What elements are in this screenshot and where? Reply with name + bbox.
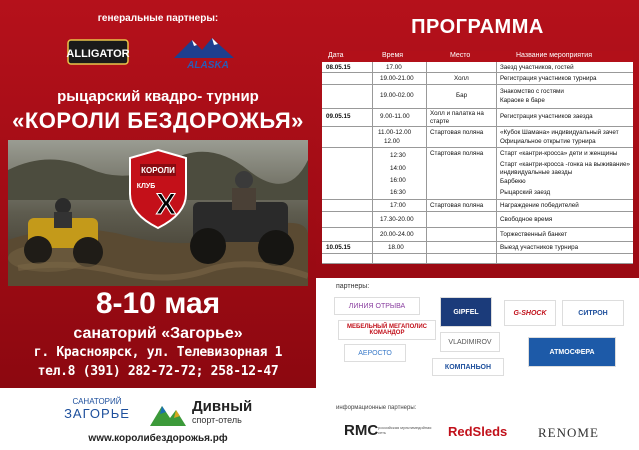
row7-time: 14:00 xyxy=(390,165,406,172)
info-partners-title: информационные партнеры: xyxy=(336,405,417,411)
row8-time: 16:00 xyxy=(390,177,406,184)
partner-komandor-logo: МЕБЕЛЬНЫЙ МЕГАПОЛИС КОМАНДОР xyxy=(338,320,436,340)
table-vline xyxy=(372,62,373,264)
sponsor-divny-name: Дивный xyxy=(192,398,253,415)
alligator-logo xyxy=(66,34,130,70)
row2-place: Холл xyxy=(454,75,469,82)
row4-time: 9.00-11.00 xyxy=(380,113,410,120)
rmc-logo-sub: российская мультимедийная сеть xyxy=(378,425,432,435)
poster-left xyxy=(0,0,316,450)
row10-time: 17:00 xyxy=(390,202,406,209)
row1-time: 17.00 xyxy=(386,64,402,71)
row2-event: Регистрация участников турнира xyxy=(500,75,597,82)
row7-event: Старт «кантри-кросса -гонка на выживание» xyxy=(500,161,631,168)
row4-place: Холл и палатка на xyxy=(430,110,484,117)
club-emblem-top-text: КОРОЛИ xyxy=(141,166,175,175)
table-hline xyxy=(322,72,633,73)
row7-event2: индивидуальные заезды xyxy=(500,169,573,176)
sponsor-zagorye-top: САНАТОРИЙ xyxy=(72,397,122,406)
partners-title: партнеры: xyxy=(336,283,370,290)
row2-time: 19.00-21.00 xyxy=(380,75,414,82)
table-hline xyxy=(322,253,633,254)
row1-date: 08.05.15 xyxy=(326,64,351,71)
row11-event: Свободное время xyxy=(500,216,553,223)
sponsor-divny-sub: спорт-отель xyxy=(192,415,242,425)
row8-event: Барбекю xyxy=(500,178,526,185)
divny-mountains-icon xyxy=(148,396,188,428)
row6-time: 12:30 xyxy=(390,152,406,159)
col-date: Дата xyxy=(328,52,344,59)
row6-place: Стартовая поляна xyxy=(430,150,484,157)
row4-place2: старте xyxy=(430,118,450,125)
row3-event2: Караоке в баре xyxy=(500,97,545,104)
partner-kompanion-logo: КОМПАНЬОН xyxy=(432,358,504,376)
info-partner-redsleds: RedSleds xyxy=(448,424,508,439)
row3-event: Знакомство с гостями xyxy=(500,88,564,95)
row4-date: 09.05.15 xyxy=(326,113,351,120)
table-hline xyxy=(322,199,633,200)
col-place: Место xyxy=(450,52,471,59)
alligator-logo-text: ALLIGATOR xyxy=(66,48,130,60)
alaska-logo-text: ALASKA xyxy=(187,60,229,71)
program-title: ПРОГРАММА xyxy=(411,16,544,38)
table-vline xyxy=(496,62,497,264)
row12-time: 20.00-24.00 xyxy=(380,231,414,238)
partner-liniya-logo: ЛИНИЯ ОТРЫВА xyxy=(334,297,420,315)
row3-place: Бар xyxy=(456,92,468,99)
row13-date: 10.05.15 xyxy=(326,244,351,251)
website-link[interactable]: www.королибездорожья.рф xyxy=(88,433,228,444)
col-time: Время xyxy=(382,52,404,59)
program-table xyxy=(322,51,633,264)
row10-event: Награждение победителей xyxy=(500,202,579,209)
program-table-header xyxy=(322,51,633,62)
row5-event: «Кубок Шамана» индивидуальный зачет xyxy=(500,129,619,136)
partner-aerosto-logo: АЕРОСТО xyxy=(344,344,406,362)
row12-event: Торжественный банкет xyxy=(500,231,568,238)
table-hline xyxy=(322,241,633,242)
tournament-title: «КОРОЛИ БЕЗДОРОЖЬЯ» xyxy=(12,108,304,133)
table-hline xyxy=(322,108,633,109)
row5-time2: 12.00 xyxy=(384,138,400,145)
general-partners-title: генеральные партнеры: xyxy=(97,13,219,24)
table-hline xyxy=(322,227,633,228)
row9-time: 16:30 xyxy=(390,189,406,196)
row1-event: Заезд участников, гостей xyxy=(500,64,574,71)
partner-atmosfera-logo: АТМОСФЕРА xyxy=(528,337,616,367)
row13-time: 18.00 xyxy=(388,244,404,251)
partner-gipfel-logo: GIPFEL xyxy=(440,297,492,327)
row5-place: Стартовая поляна xyxy=(430,129,484,136)
club-emblem-club-text: КЛУБ xyxy=(136,183,156,190)
partner-gshock-logo: G-SHOCK xyxy=(504,300,556,326)
sponsor-zagorye-logo xyxy=(55,395,139,427)
col-event: Название мероприятия xyxy=(516,52,593,59)
partner-sitron-logo: СИТРОН xyxy=(562,300,624,326)
sponsor-divny-logo xyxy=(148,396,278,428)
partner-vladimirov-logo: VLADIMIROV xyxy=(440,332,500,352)
table-hline xyxy=(322,126,633,127)
rmc-logo-text: RMC xyxy=(344,422,379,439)
table-hline xyxy=(322,147,633,148)
table-hline xyxy=(322,263,633,264)
info-partner-renome: RENOME xyxy=(538,425,599,440)
table-vline xyxy=(426,62,427,264)
row11-time: 17.30-20.00 xyxy=(380,216,414,223)
atv-photo xyxy=(8,140,308,286)
poster-right xyxy=(316,0,639,450)
row4-event: Регистрация участников заезда xyxy=(500,113,593,120)
tournament-subtitle: рыцарский квадро- турнир xyxy=(57,88,259,105)
atv-photo-illustration xyxy=(8,140,308,286)
table-hline xyxy=(322,211,633,212)
row3-time: 19.00-02.00 xyxy=(380,92,414,99)
row9-event: Рыцарский заезд xyxy=(500,189,551,196)
row5-event2: Официальное открытие турнира xyxy=(500,138,596,145)
event-phone: тел.8 (391) 282-72-72; 258-12-47 xyxy=(37,364,279,379)
event-date: 8-10 мая xyxy=(95,287,221,320)
event-venue: санаторий «Загорье» xyxy=(73,325,243,342)
table-hline xyxy=(322,84,633,85)
row10-place: Стартовая поляна xyxy=(430,202,484,209)
info-partner-rmc xyxy=(344,422,434,442)
alaska-logo xyxy=(168,32,246,72)
event-address: г. Красноярск, ул. Телевизорная 1 xyxy=(33,345,283,360)
row13-event: Выезд участников турнира xyxy=(500,244,579,251)
row5-time: 11.00-12.00 xyxy=(378,129,412,136)
club-emblem-x-text: X xyxy=(155,188,177,221)
row6-event: Старт «кантри-кросса» дети и женщины xyxy=(500,150,618,157)
sponsor-zagorye-name: ЗАГОРЬЕ xyxy=(64,406,130,421)
